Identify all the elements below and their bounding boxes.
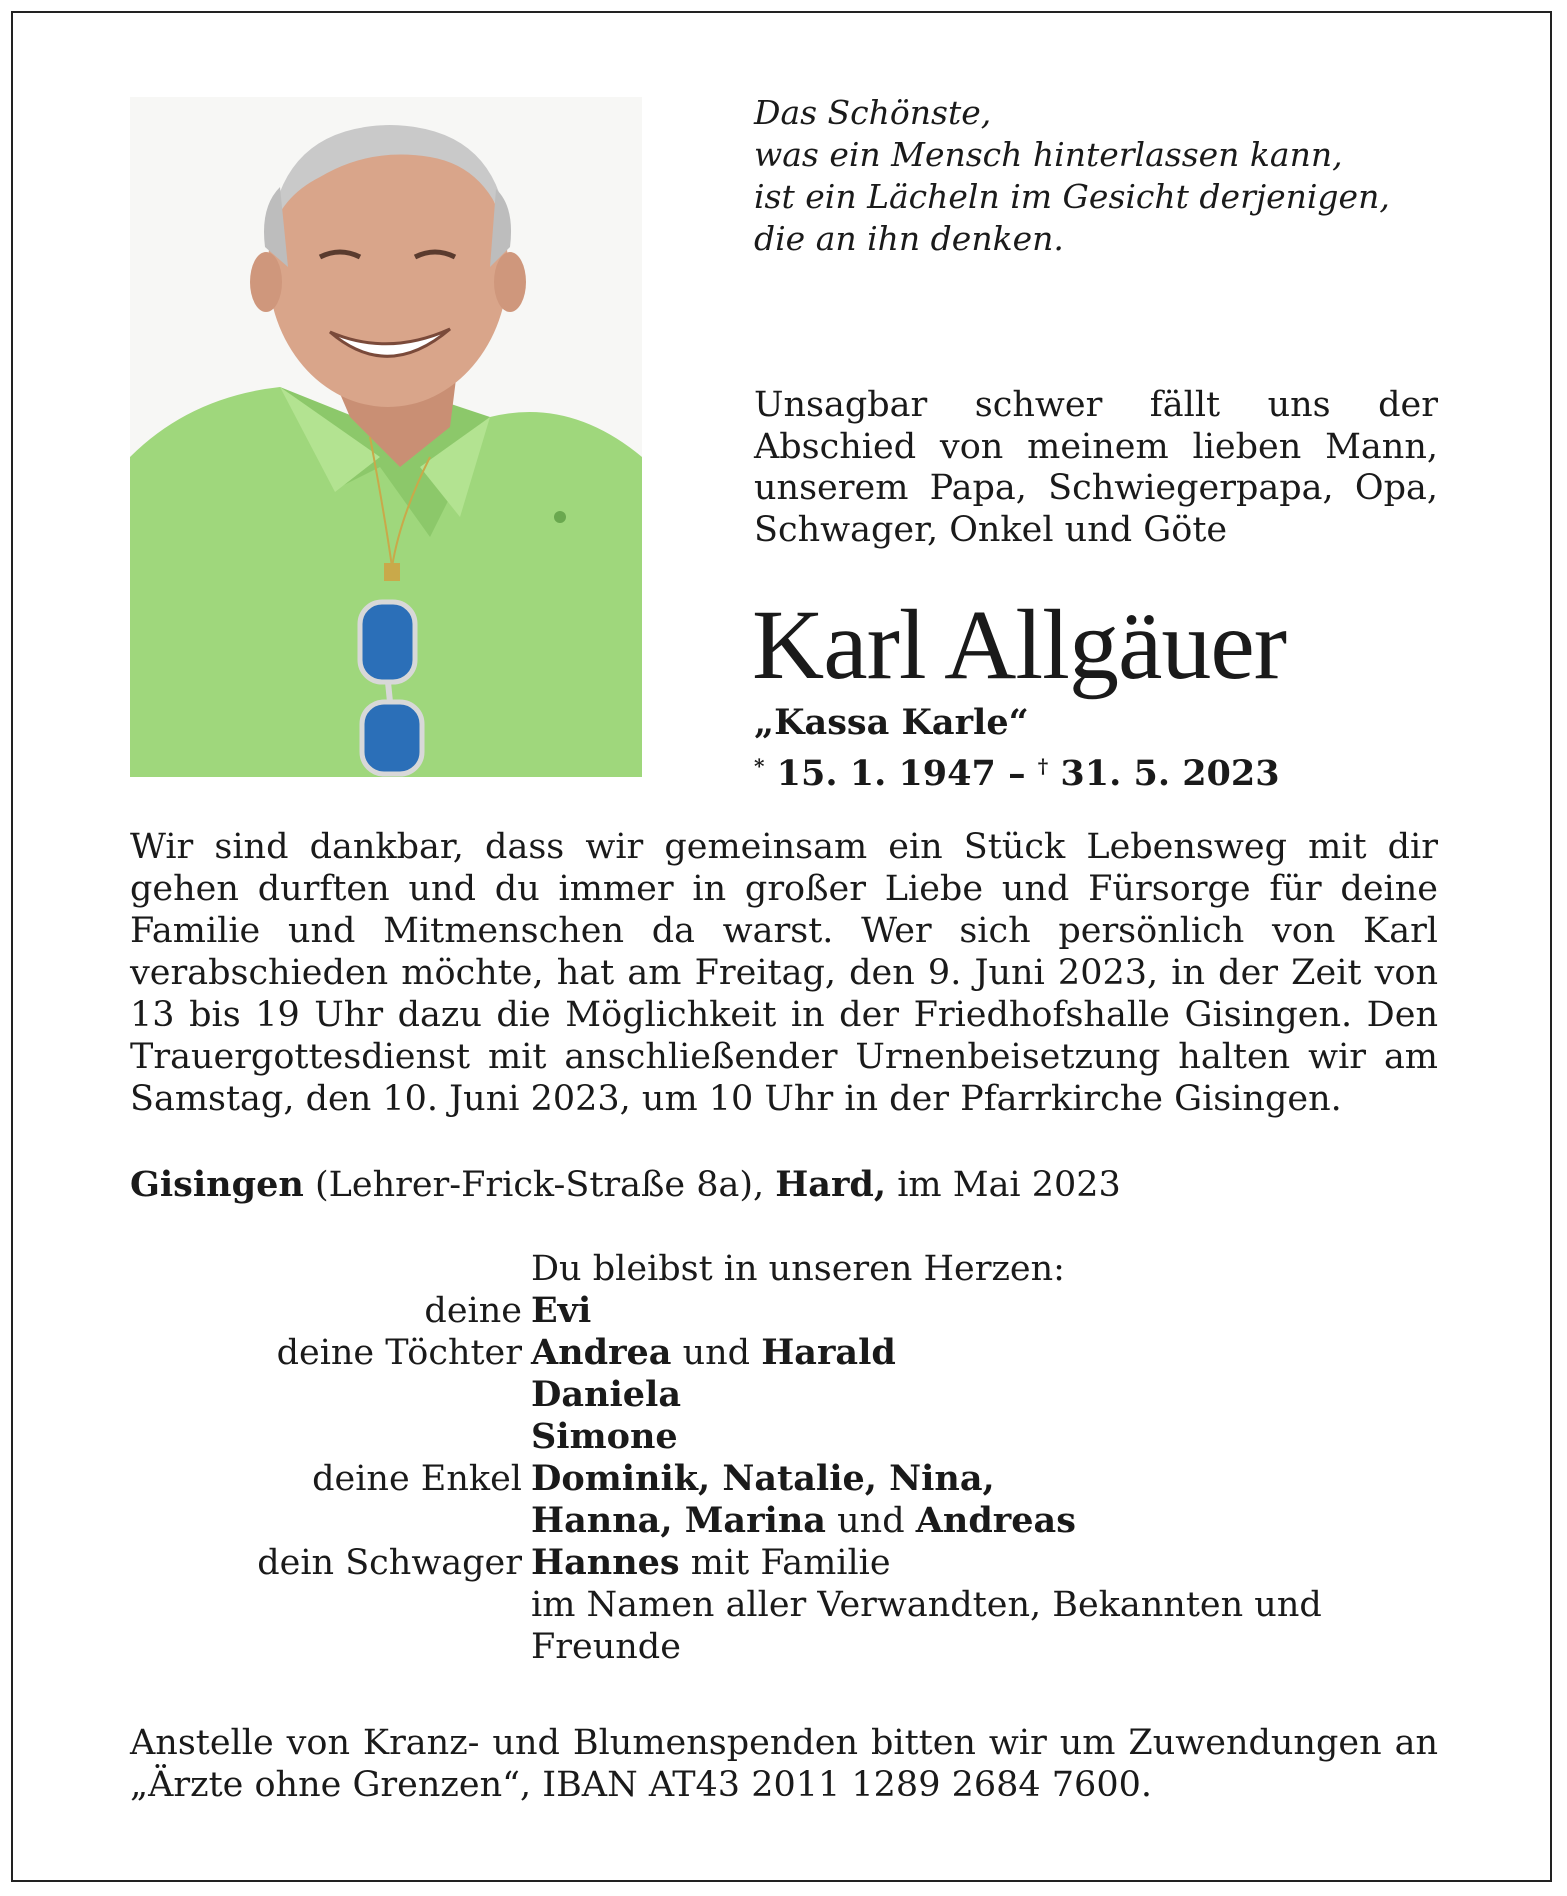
portrait-illustration <box>130 97 642 777</box>
mourner-names <box>531 1374 1440 1416</box>
mourner-row <box>130 1584 1440 1668</box>
town-gisingen: Gisingen <box>130 1164 304 1205</box>
town-hard: Hard, <box>775 1164 887 1205</box>
mourners-heading-row <box>130 1248 1440 1290</box>
memorial-quote: Das Schönste, was ein Mensch hinterlassen kann, ist ein Lächeln im Gesicht derjenigen, die an ihn denken. <box>754 93 1390 258</box>
mourner-names <box>531 1416 1440 1458</box>
life-dates <box>754 745 1280 795</box>
mourner-row <box>130 1416 1440 1458</box>
mourner-name: Hanna, Marina <box>531 1500 826 1541</box>
death-symbol: † <box>1037 754 1049 778</box>
mourner-names <box>531 1458 1440 1500</box>
mourner-name: Evi <box>531 1290 592 1331</box>
place-and-date <box>130 1164 1121 1206</box>
birth-date: 15. 1. 1947 <box>776 753 996 794</box>
mourner-relation <box>130 1584 531 1668</box>
date-separator: – <box>1008 753 1026 794</box>
mourner-row <box>130 1332 1440 1374</box>
funeral-details: Wir sind dankbar, dass wir gemeinsam ein Stück Lebensweg mit dir gehen durften und du immer in großer Liebe und Fürsorge für deine Familie und Mitmenschen da warst. Wer sich persönlich von Karl verabschieden möchte, hat am Freitag, den 9. Juni 2023, in der Zeit von 13 bis 19 Uhr dazu die Möglichkeit in der Friedhofshalle Gisingen. Den Trauergottesdienst mit anschließender Urnenbeisetzung halten wir am Samstag, den 10. Juni 2023, um 10 Uhr in der Pfarrkirche Gisingen. <box>130 827 1438 1119</box>
nickname: „Kassa Karle“ <box>754 702 1029 743</box>
address: (Lehrer-Frick-Straße 8a), <box>303 1165 776 1205</box>
portrait-photo <box>130 97 642 777</box>
mourner-name: Daniela <box>531 1374 682 1415</box>
deceased-name: Karl Allgäuer <box>752 589 1287 700</box>
mourner-name: Hannes <box>531 1542 680 1583</box>
mourner-relation <box>130 1416 531 1458</box>
mourner-row <box>130 1500 1440 1542</box>
donation-note: Anstelle von Kranz- und Blumenspenden bitten wir um Zuwendungen an „Ärzte ohne Grenzen“, IBAN AT43 2011 1289 2684 7600. <box>130 1723 1438 1805</box>
mourner-relation <box>130 1500 531 1542</box>
mourner-names <box>531 1332 1440 1374</box>
mourner-row <box>130 1290 1440 1332</box>
intro-text: Unsagbar schwer fällt uns der Abschied von meinem lieben Mann, unserem Papa, Schwiegerpapa, Opa, Schwager, Onkel und Göte <box>754 385 1438 550</box>
mourner-names <box>531 1290 1440 1332</box>
issue-date: im Mai 2023 <box>886 1165 1121 1205</box>
mourners-list <box>130 1248 1440 1668</box>
mourner-connector: und <box>825 1501 916 1541</box>
mourner-name: Harald <box>761 1332 896 1373</box>
mourner-relation <box>130 1374 531 1416</box>
mourner-connector: und <box>671 1333 762 1373</box>
mourner-relation: deine Töchter <box>276 1333 522 1373</box>
mourners-heading: Du bleibst in unseren Herzen: <box>531 1249 1065 1289</box>
mourner-relation: deine <box>424 1291 522 1331</box>
mourner-row <box>130 1542 1440 1584</box>
mourner-connector: im Namen aller Verwandten, Bekannten und Freunde <box>531 1585 1322 1667</box>
mourner-name: Simone <box>531 1416 678 1457</box>
mourner-row <box>130 1458 1440 1500</box>
mourner-name: Andrea <box>531 1332 672 1373</box>
mourner-relation: deine Enkel <box>312 1459 522 1499</box>
birth-symbol: * <box>754 754 765 778</box>
mourner-relation: dein Schwager <box>257 1543 522 1583</box>
mourner-row <box>130 1374 1440 1416</box>
mourner-names <box>531 1500 1440 1542</box>
mourner-names <box>531 1542 1440 1584</box>
death-date: 31. 5. 2023 <box>1060 753 1280 794</box>
mourner-names <box>531 1584 1440 1668</box>
mourner-connector: mit Familie <box>679 1543 891 1583</box>
mourner-name: Andreas <box>915 1500 1076 1541</box>
mourner-name: Dominik, Natalie, Nina, <box>531 1458 995 1499</box>
